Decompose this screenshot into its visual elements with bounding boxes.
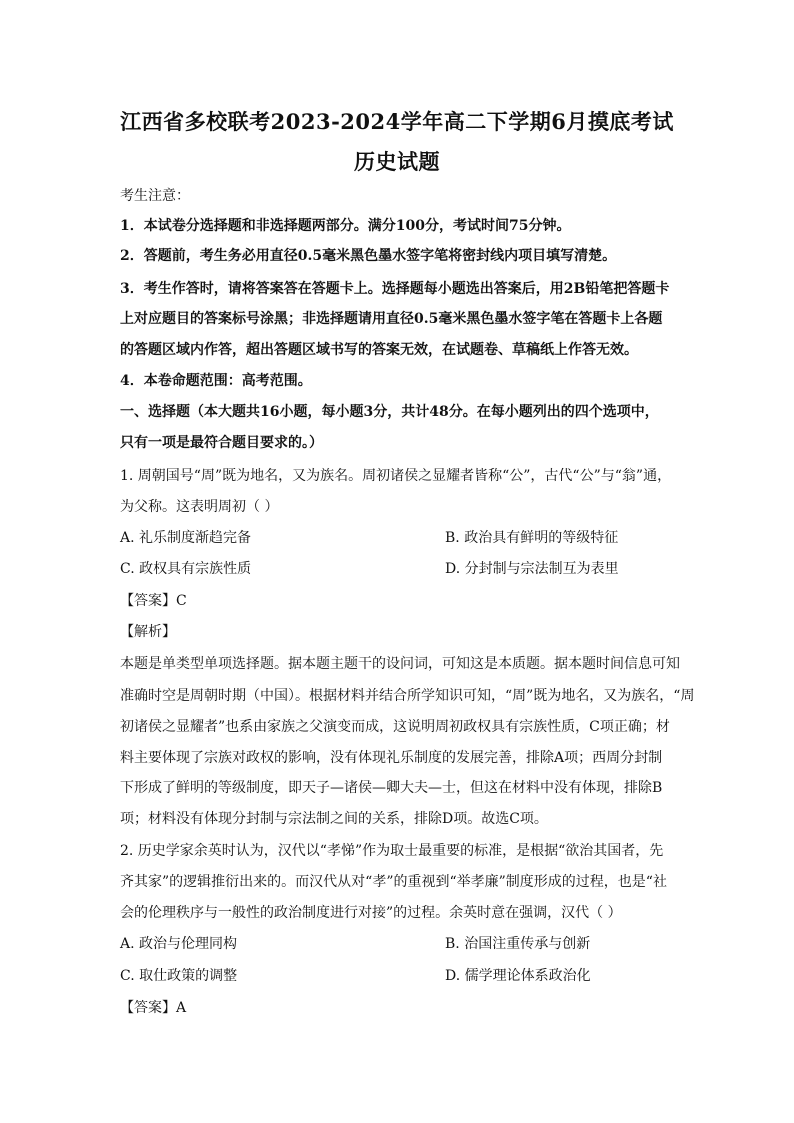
- exam-subject-title: 历史试题: [354, 149, 440, 174]
- question-1-answer: 【答案】C: [120, 593, 187, 609]
- notice-item: 2．答题前，考生务必用直径0.5毫米黑色墨水签字笔将密封线内项目填写清楚。: [120, 248, 617, 264]
- question-2-stem-cont: 会的伦理秩序与一般性的政治制度进行对接”的过程。余英时意在强调，汉代（ ）: [120, 905, 622, 921]
- question-1-analysis-line: 料主要体现了宗族对政权的影响，没有体现礼乐制度的发展完善，排除A项；西周分封制: [120, 750, 663, 766]
- exam-title: 江西省多校联考2023-2024学年高二下学期6月摸底考试: [120, 109, 674, 134]
- question-2-option-d: D. 儒学理论体系政治化: [445, 968, 591, 984]
- question-2-answer: 【答案】A: [120, 1000, 187, 1016]
- question-1-analysis-line: 准确时空是周朝时期（中国）。根据材料并结合所学知识可知，“周”既为地名，又为族名，“周: [120, 688, 695, 704]
- notice-item: 1．本试卷分选择题和非选择题两部分。满分100分，考试时间75分钟。: [120, 218, 571, 234]
- question-1-analysis-line: 项；材料没有体现分封制与宗法制之间的关系，排除D项。故选C项。: [120, 811, 548, 827]
- section-heading-cont: 只有一项是最符合题目要求的。）: [120, 435, 323, 451]
- question-2-option-a: A. 政治与伦理同构: [120, 936, 238, 952]
- section-heading: 一、选择题（本大题共16小题，每小题3分，共计48分。在每小题列出的四个选项中，: [120, 404, 659, 420]
- question-1-analysis-line: 下形成了鲜明的等级制度，即天子—诸侯—卿大夫—士，但这在材料中没有体现，排除B: [120, 780, 663, 796]
- question-1-option-b: B. 政治具有鲜明的等级特征: [445, 530, 619, 546]
- question-2-stem-cont: 齐其家”的逻辑推衍出来的。而汉代从对“孝”的重视到“举孝廉”制度形成的过程，也是“社: [120, 874, 667, 890]
- question-1-stem-cont: 为父称。这表明周初（ ）: [120, 499, 279, 515]
- notice-heading: 考生注意：: [120, 188, 190, 204]
- question-2-option-b: B. 治国注重传承与创新: [445, 936, 591, 952]
- question-1-analysis-label: 【解析】: [120, 624, 176, 640]
- notice-item: 3．考生作答时，请将答案答在答题卡上。选择题每小题选出答案后，用2B铅笔把答题卡: [120, 281, 670, 297]
- question-1-analysis-line: 初诸侯之显耀者”也系由家族之父演变而成，这说明周初政权具有宗族性质，C项正确；材: [120, 719, 670, 735]
- question-1-analysis-line: 本题是单类型单项选择题。据本题主题干的设问词，可知这是本质题。据本题时间信息可知: [120, 656, 680, 672]
- question-2-stem: 2. 历史学家余英时认为，汉代以“孝悌”作为取士最重要的标准，是根据“欲治其国者，先: [120, 843, 664, 859]
- notice-item: 4．本卷命题范围：高考范围。: [120, 373, 312, 389]
- question-1-stem: 1. 周朝国号“周”既为地名，又为族名。周初诸侯之显耀者皆称“公”，古代“公”与“翁”通，: [120, 468, 672, 484]
- question-1-option-a: A. 礼乐制度渐趋完备: [120, 530, 252, 546]
- notice-item: 的答题区域内作答，超出答题区域书写的答案无效，在试题卷、草稿纸上作答无效。: [120, 342, 638, 358]
- question-1-option-d: D. 分封制与宗法制互为表里: [445, 561, 619, 577]
- question-1-option-c: C. 政权具有宗族性质: [120, 561, 252, 577]
- notice-item: 上对应题目的答案标号涂黑；非选择题请用直径0.5毫米黑色墨水签字笔在答题卡上各题: [120, 311, 663, 327]
- question-2-option-c: C. 取仕政策的调整: [120, 968, 238, 984]
